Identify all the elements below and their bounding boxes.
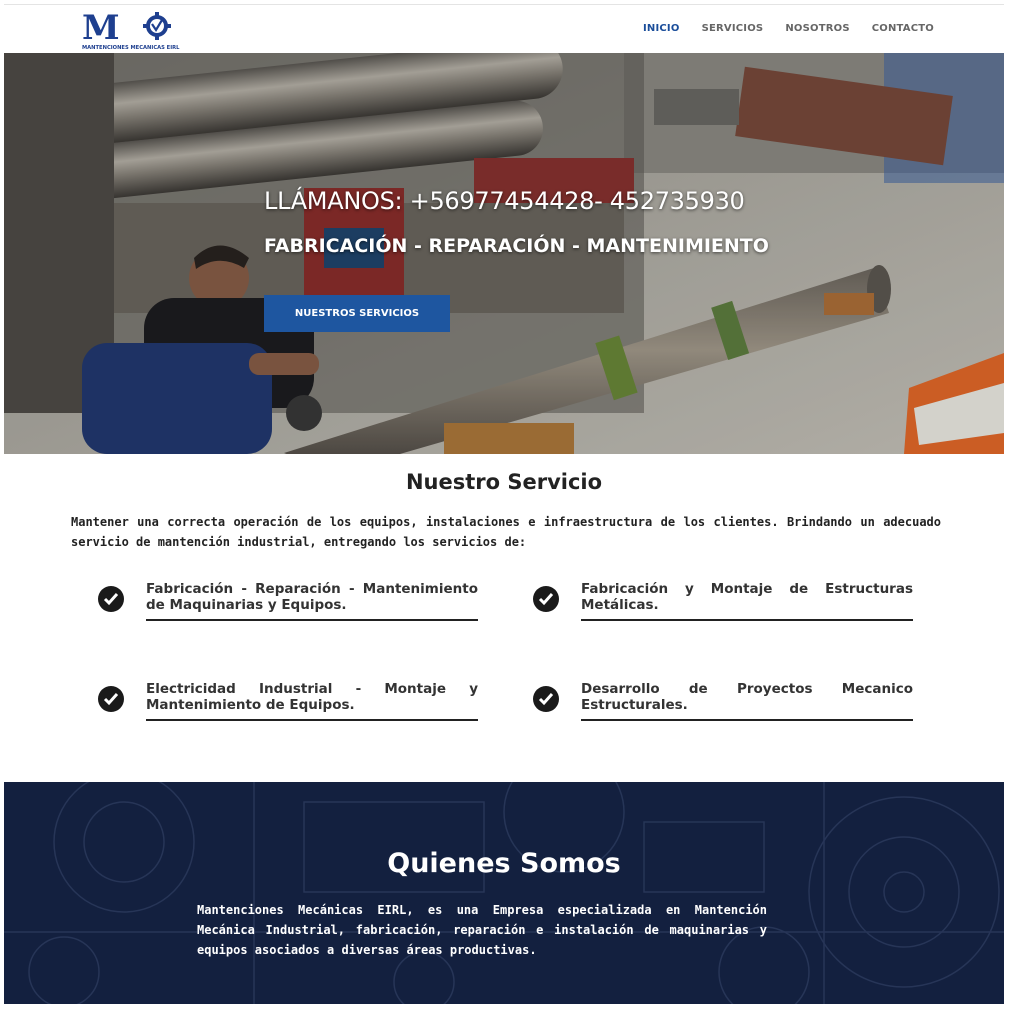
about-text: Mantenciones Mecánicas EIRL, es una Empresa especializada en Mantención Mecánica Industrial, fabricación, reparación e instalación de maquinarias y equipos asociados a diversas áreas productivas. (197, 903, 767, 957)
nav-servicios[interactable]: SERVICIOS (701, 23, 764, 34)
service-item (98, 581, 483, 631)
check-circle-icon (98, 586, 124, 612)
service-label: Fabricación - Reparación - Mantenimiento de Maquinarias y Equipos. (146, 581, 478, 613)
hero-tagline: FABRICACIÓN - REPARACIÓN - MANTENIMIENTO (264, 235, 769, 257)
services-cta-button[interactable]: NUESTROS SERVICIOS (264, 295, 450, 332)
service-item (98, 681, 483, 731)
blueprint-background (4, 782, 1004, 1004)
logo-letter: M (82, 9, 120, 48)
check-circle-icon (98, 686, 124, 712)
service-divider (581, 619, 913, 621)
service-divider (581, 719, 913, 721)
service-label: Desarrollo de Proyectos Mecanico Estructurales. (581, 681, 913, 713)
about-section (4, 782, 1004, 1004)
service-label: Fabricación y Montaje de Estructuras Metálicas. (581, 581, 913, 613)
nav-inicio[interactable]: INICIO (642, 23, 680, 34)
page (4, 4, 1004, 1004)
hero-phone: LLÁMANOS: +56977454428- 452735930 (264, 187, 745, 215)
services-title: Nuestro Servicio (405, 470, 603, 494)
services-intro: Mantener una correcta operación de los equipos, instalaciones e infraestructura de los clientes. Brindando un adecuado servicio de mantención industrial, entregando los servicios de: (71, 515, 941, 549)
logo-caption: MANTENCIONES MECANICAS EIRL (82, 45, 180, 51)
site-logo[interactable] (82, 9, 182, 51)
nav-nosotros[interactable]: NOSOTROS (785, 23, 850, 34)
about-title: Quienes Somos (387, 848, 621, 879)
check-circle-icon (533, 686, 559, 712)
service-divider (146, 619, 478, 621)
site-header (4, 4, 1004, 54)
service-item (533, 581, 918, 631)
service-label: Electricidad Industrial - Montaje y Mantenimiento de Equipos. (146, 681, 478, 713)
check-circle-icon (533, 586, 559, 612)
nav-contacto[interactable]: CONTACTO (871, 23, 934, 34)
logo-graphic (82, 9, 182, 51)
hero-banner (4, 53, 1004, 454)
main-nav (643, 23, 934, 34)
service-item (533, 681, 918, 731)
service-divider (146, 719, 478, 721)
